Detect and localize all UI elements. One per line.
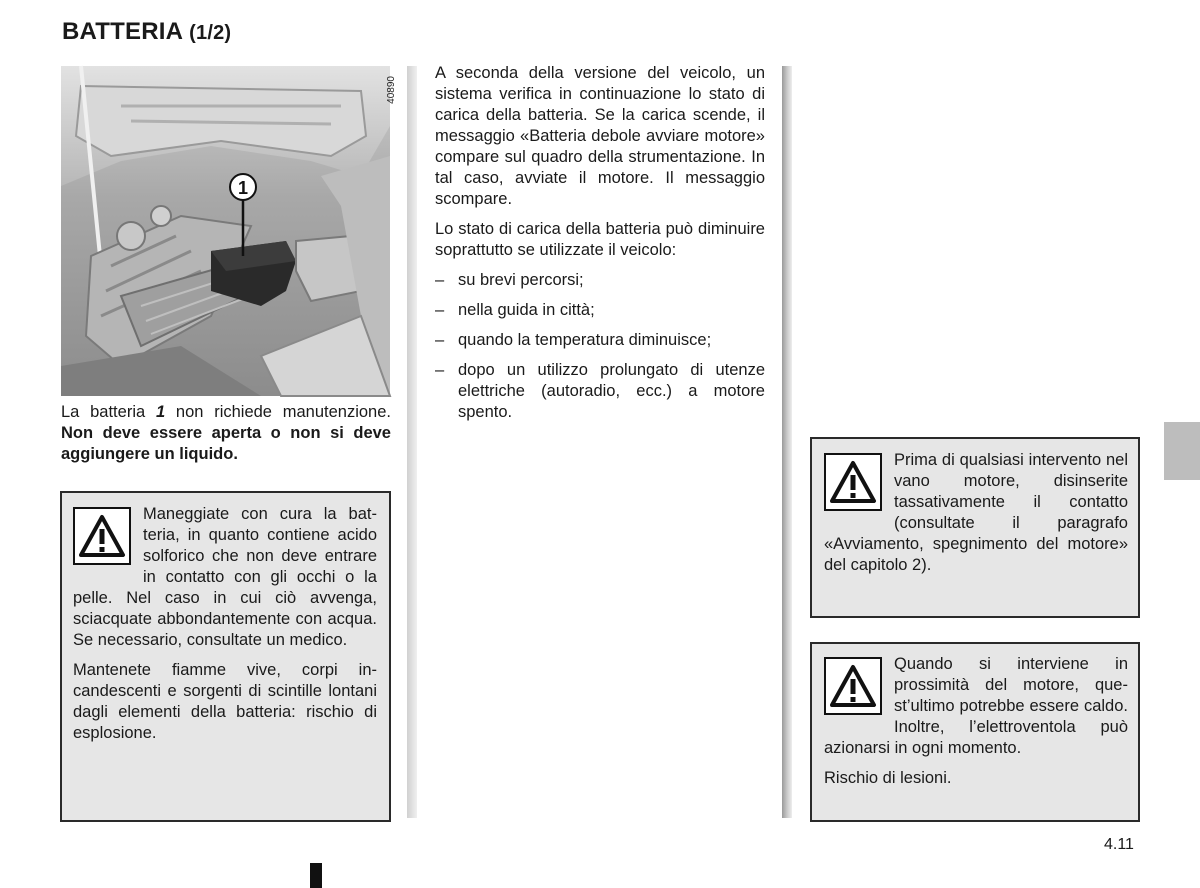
caption-text: non richiede manutenzione. xyxy=(165,403,391,421)
list-dash: – xyxy=(435,361,445,379)
engine-bay-illustration xyxy=(61,66,390,396)
warning-paragraph: Prima di qualsiasi intervento nel vano motore, disinserite tassativamente il contatto (consultate il paragrafo «Avviamento, spegnimento del motore» del capitolo 2). xyxy=(824,451,1128,574)
callout-label: 1 xyxy=(237,178,249,198)
caption-bold: Non deve essere aperta o non si deve aggiungere un liquido. xyxy=(61,424,391,463)
warning-box-ignition xyxy=(810,437,1140,618)
crop-mark xyxy=(310,863,322,888)
engine-bay-photo xyxy=(61,66,397,396)
warning-triangle-icon xyxy=(824,453,882,511)
list-dash: – xyxy=(435,271,445,289)
column-divider-left xyxy=(407,66,417,818)
warning-triangle-icon xyxy=(73,507,131,565)
conditions-list xyxy=(435,270,765,423)
battery-caption xyxy=(61,402,391,465)
warning-paragraph: Mantenete fiamme vive, corpi incandescenti e sorgenti di scintille lontani dagli elementi della batteria: rischio di esplosione. xyxy=(73,661,377,742)
chapter-tab xyxy=(1164,422,1200,480)
warning-paragraph: Rischio di lesioni. xyxy=(824,769,952,787)
paragraph: Lo stato di carica della batteria può diminuire soprattutto se utilizzate il veicolo: xyxy=(435,220,765,259)
list-item-text: su brevi percorsi; xyxy=(458,271,584,289)
list-item-text: nella guida in città; xyxy=(458,301,595,319)
caption-ref: 1 xyxy=(155,403,166,421)
page-number: 4.11 xyxy=(1104,836,1134,853)
battery-status-text xyxy=(435,63,765,432)
list-item xyxy=(435,300,765,321)
photo-reference-code: 40890 xyxy=(386,76,397,104)
warning-paragraph: Quando si interviene in prossimità del motore, quest’ultimo potrebbe essere caldo. Inoltre, l’elettroventola può azionarsi in ogni momento. xyxy=(824,655,1128,757)
list-dash: – xyxy=(435,331,445,349)
list-item xyxy=(435,330,765,351)
warning-triangle-icon xyxy=(824,657,882,715)
title-part: (1/2) xyxy=(189,22,232,44)
paragraph: A seconda della versione del veicolo, un sistema verifica in continuazione lo stato di carica della batteria. Se la carica scende, il messaggio «Batteria debole avviare motore» compare sul quadro della strumentazione. In tal caso, avviate il motore. Il messaggio scompare. xyxy=(435,64,765,208)
list-item-text: quando la temperatura diminuisce; xyxy=(458,331,712,349)
page-title xyxy=(62,18,231,46)
column-divider-right xyxy=(782,66,792,818)
warning-paragraph: Maneggiate con cura la batteria, in quanto contiene acido solforico che non deve entrare in contatto con gli occhi o la pelle. Nel caso in cui ciò avvenga, sciacquate abbondantemente con acqua. Se necessario, consultate un medico. xyxy=(73,505,377,649)
list-dash: – xyxy=(435,301,445,319)
caption-prefix: La batteria xyxy=(61,403,156,421)
warning-box-hot-engine xyxy=(810,642,1140,822)
list-item xyxy=(435,270,765,291)
list-item xyxy=(435,360,765,423)
title-main: BATTERIA xyxy=(62,18,183,45)
warning-box-battery-acid xyxy=(60,491,391,822)
list-item-text: dopo un utilizzo prolungato di utenze elettriche (autoradio, ecc.) a motore spento. xyxy=(458,361,765,421)
